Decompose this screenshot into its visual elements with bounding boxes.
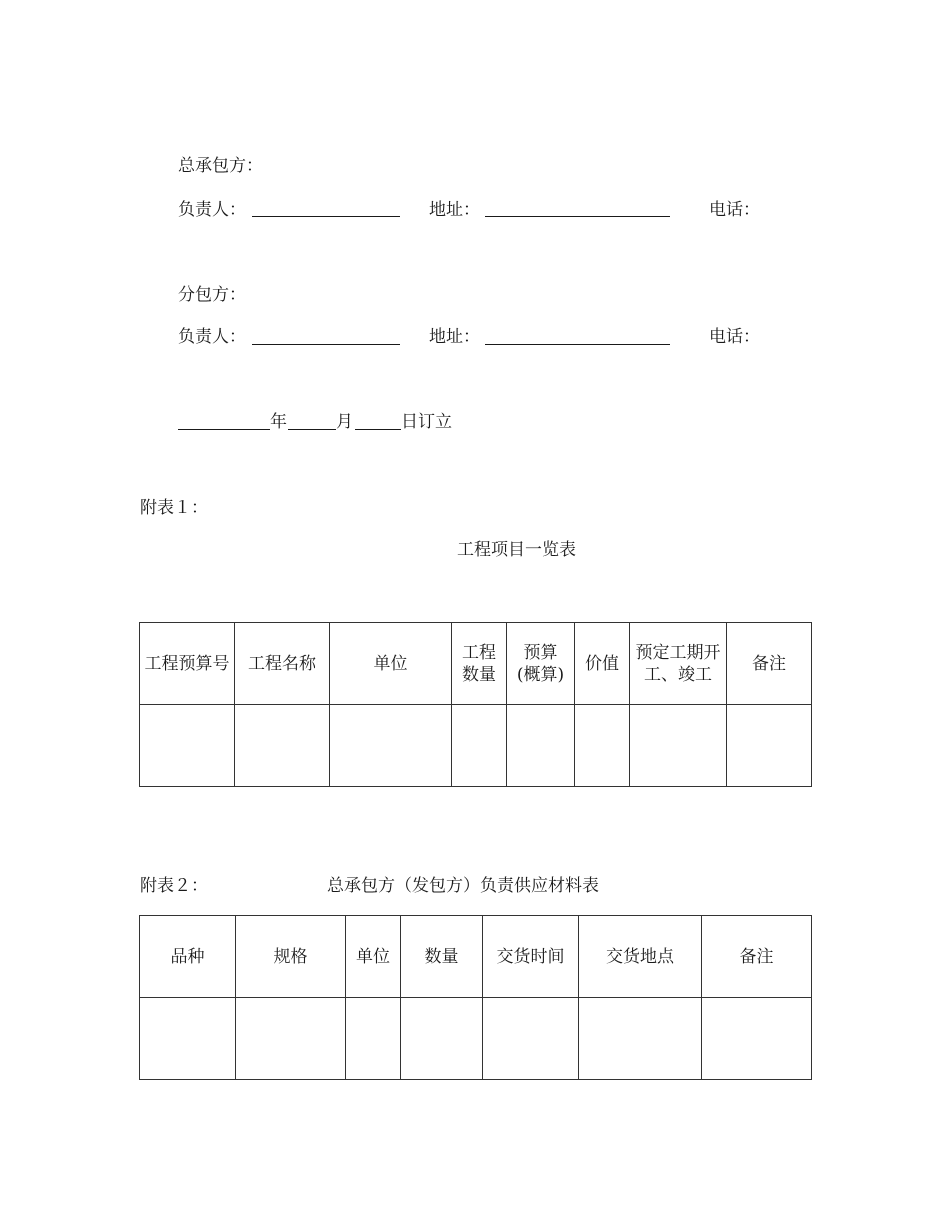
general-contractor-address-field[interactable] [485, 216, 670, 217]
subcontractor-person-label: 负责人： [178, 327, 246, 347]
year-label: 年 [270, 412, 287, 432]
appendix2-header-row [140, 916, 812, 998]
table-row [140, 998, 812, 1080]
table-cell[interactable] [140, 705, 235, 787]
subcontractor-address-field[interactable] [485, 344, 670, 345]
table-cell[interactable] [235, 705, 330, 787]
appendix2-header-remarks: 备注 [702, 916, 812, 998]
appendix1-header-project-name: 工程名称 [235, 623, 330, 705]
table-cell[interactable] [575, 705, 630, 787]
table-cell[interactable] [507, 705, 575, 787]
table-cell[interactable] [452, 705, 507, 787]
appendix2-header-delivery-place: 交货地点 [579, 916, 702, 998]
appendix2-header-variety: 品种 [140, 916, 236, 998]
appendix1-header-row [140, 623, 812, 705]
appendix2-label: 附表２： [140, 876, 208, 896]
table-cell[interactable] [236, 998, 346, 1080]
appendix1-title: 工程项目一览表 [457, 540, 576, 560]
appendix2-header-delivery-time: 交货时间 [483, 916, 579, 998]
table-cell[interactable] [483, 998, 579, 1080]
subcontractor-person-field[interactable] [252, 344, 400, 345]
year-field[interactable] [178, 429, 270, 430]
table-row [140, 705, 812, 787]
general-contractor-address-label: 地址： [429, 200, 480, 220]
table-cell[interactable] [630, 705, 727, 787]
table-cell[interactable] [330, 705, 452, 787]
appendix2-title: 总承包方（发包方）负责供应材料表 [327, 876, 599, 896]
day-signed-label: 日订立 [401, 412, 452, 432]
general-contractor-person-field[interactable] [252, 216, 400, 217]
month-field[interactable] [288, 429, 336, 430]
table-cell[interactable] [401, 998, 483, 1080]
subcontractor-address-label: 地址： [429, 327, 480, 347]
appendix2-header-spec: 规格 [236, 916, 346, 998]
appendix1-header-quantity: 工程 数量 [452, 623, 507, 705]
appendix1-header-budget: 预算 (概算) [507, 623, 575, 705]
appendix1-header-budget-no: 工程预算号 [140, 623, 235, 705]
appendix2-table [139, 915, 812, 1080]
table-cell[interactable] [140, 998, 236, 1080]
general-contractor-person-label: 负责人： [178, 200, 246, 220]
general-contractor-label: 总承包方： [178, 156, 263, 176]
table-cell[interactable] [346, 998, 401, 1080]
day-field[interactable] [355, 429, 401, 430]
month-label: 月 [336, 412, 353, 432]
appendix1-header-unit: 单位 [330, 623, 452, 705]
subcontractor-phone-label: 电话： [709, 327, 760, 347]
table-cell[interactable] [579, 998, 702, 1080]
table-cell[interactable] [727, 705, 812, 787]
appendix1-header-remarks: 备注 [727, 623, 812, 705]
subcontractor-label: 分包方： [178, 285, 246, 305]
appendix1-table [139, 622, 812, 787]
table-cell[interactable] [702, 998, 812, 1080]
appendix2-header-unit: 单位 [346, 916, 401, 998]
general-contractor-phone-label: 电话： [709, 200, 760, 220]
appendix1-label: 附表１： [140, 498, 208, 518]
appendix1-header-schedule: 预定工期开 工、竣工 [630, 623, 727, 705]
appendix1-header-value: 价值 [575, 623, 630, 705]
appendix2-header-quantity: 数量 [401, 916, 483, 998]
